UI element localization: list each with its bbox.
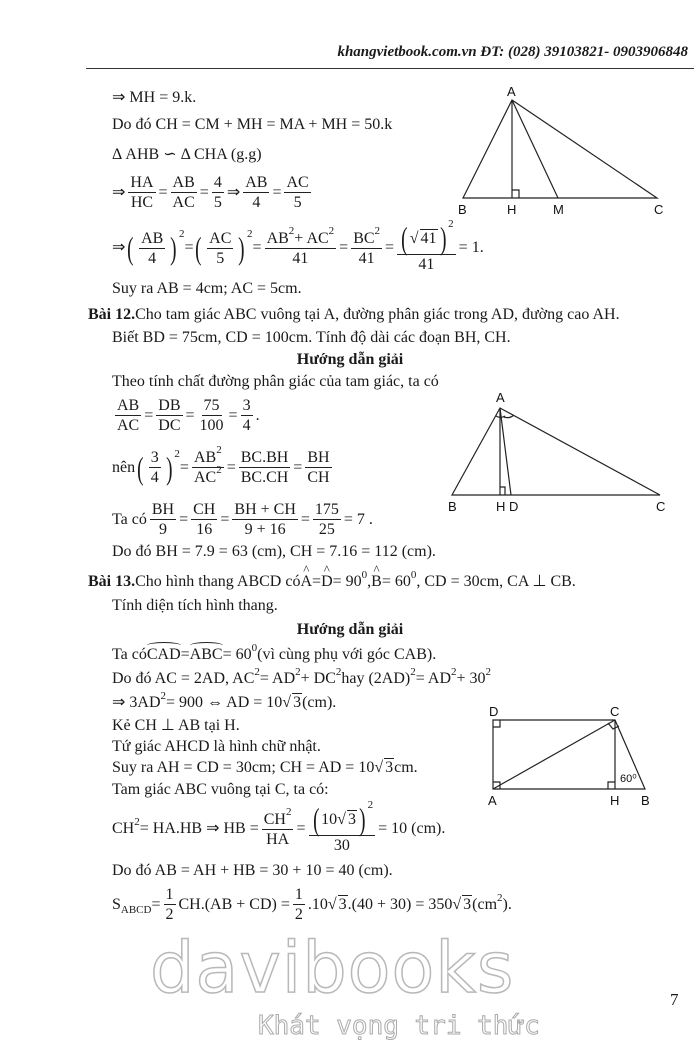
text-run: 41 — [292, 249, 309, 267]
text-run: = 60 — [222, 646, 252, 663]
radical-sign: √ — [327, 895, 337, 913]
text-run: AB — [193, 449, 217, 466]
text-run: 4 — [148, 249, 157, 267]
radicand: 3 — [385, 759, 394, 776]
text-run: + AC — [294, 229, 329, 247]
superscript: 2 — [410, 666, 416, 678]
text-run: = — [339, 239, 349, 256]
text-run: = — [144, 406, 154, 424]
text-run: Tứ giác AHCD là hình chữ nhật. — [112, 738, 321, 755]
text-run: = — [300, 510, 310, 528]
text-run: 3 — [242, 397, 251, 414]
paren-left: ( — [195, 230, 203, 266]
text-run: = HA.HB ⇒ HB = — [139, 820, 259, 837]
text-run: nên — [112, 458, 136, 476]
text-run: = — [185, 406, 195, 424]
paren-right: ) — [170, 230, 177, 266]
text-run: BC — [353, 229, 375, 247]
text-run: hay (2AD) — [341, 670, 411, 687]
text-run: 9 + 16 — [244, 521, 286, 538]
radicand: 41 — [420, 229, 437, 247]
text-run: AB — [141, 229, 164, 247]
paren-right: ) — [165, 449, 173, 486]
text-run: AC — [117, 417, 140, 434]
exponent: 2 — [178, 228, 185, 240]
text-run: HC — [130, 194, 154, 211]
fig2-label-c: C — [656, 499, 666, 514]
text-run: 4 — [242, 417, 251, 434]
text-run: Hướng dẫn giải — [296, 351, 404, 368]
angle-hat: ^ B — [371, 572, 382, 592]
text-run: 5 — [293, 194, 302, 211]
figure-triangle-abc-bisector — [452, 408, 660, 495]
superscript: 2 — [134, 816, 140, 828]
page-number: 7 — [670, 990, 679, 1009]
text-run: Do đó CH = CM + MH = MA + MH = 50.k — [112, 116, 393, 133]
text-run: Ta có — [112, 510, 147, 528]
text-run: Kẻ CH ⊥ AB tại H. — [112, 717, 240, 734]
fig2-label-a: A — [496, 390, 505, 405]
text-run: . — [255, 406, 260, 424]
radical-sign: √ — [452, 895, 462, 913]
text-run: AB — [266, 229, 289, 247]
text-run: , — [367, 573, 372, 590]
text-run: (vì cùng phụ với góc CAB). — [257, 646, 437, 663]
text-run: HA — [130, 174, 154, 191]
text-run: = — [199, 183, 209, 201]
text-run: ). — [502, 895, 512, 913]
text-run: = 10 (cm). — [378, 820, 446, 837]
text-run: = 60 — [381, 573, 411, 590]
paren-left: ( — [127, 230, 134, 266]
text-run: BC.BH — [240, 449, 289, 466]
text-run: = — [180, 646, 190, 663]
subscript: ABCD — [120, 903, 152, 916]
text-run: 100 — [199, 417, 224, 434]
text-run: = — [228, 406, 238, 424]
text-run: 25 — [318, 521, 335, 538]
radical-sign: √ — [374, 759, 384, 776]
text-run: 5 — [213, 194, 222, 211]
text-run: CH — [307, 469, 330, 486]
fig3-label-d: D — [489, 704, 499, 719]
text-run: = — [179, 458, 189, 476]
superscript: 2 — [216, 464, 222, 476]
watermark-brand: davibooks — [150, 927, 515, 1009]
text-run: Suy ra AB = 4cm; AC = 5cm. — [112, 280, 302, 297]
fig3-label-b: B — [641, 793, 650, 808]
radical-sign: √ — [337, 810, 346, 828]
superscript: 2 — [485, 666, 492, 678]
fig2-label-d: D — [509, 499, 519, 514]
text-run: Suy ra AH = CD = 30cm; CH = AD = 10 — [112, 759, 375, 776]
text-run: 1 — [165, 886, 174, 903]
exercise-label: Bài 12. — [88, 306, 136, 323]
paren-right: ) — [238, 230, 245, 266]
radicand: 3 — [338, 895, 347, 913]
text-run: BC.CH — [240, 469, 289, 486]
text-run: = — [226, 458, 236, 476]
fig1-label-h: H — [507, 202, 517, 217]
text-run: 75 — [203, 397, 220, 414]
text-run: = AD — [415, 670, 451, 687]
text-run: AB — [245, 174, 268, 191]
text-run: Δ AHB ∽ Δ CHA (g.g) — [112, 146, 262, 163]
text-run: = — [179, 510, 189, 528]
text-run: 4 — [150, 469, 159, 486]
text-run: ⇒ — [226, 183, 241, 201]
fig3-angle-label: 60⁰ — [620, 773, 637, 785]
text-run: .(40 + 30) = 350 — [347, 895, 453, 913]
text-run: AB — [172, 174, 195, 191]
text-run: CH.(AB + CD) = — [178, 895, 290, 913]
exponent: 2 — [247, 228, 253, 240]
superscript: 0 — [251, 642, 258, 654]
text-run: 2 — [294, 906, 303, 923]
text-run: 9 — [158, 521, 167, 538]
text-run: ⇒ — [112, 183, 126, 201]
text-run: Ta có — [112, 646, 147, 663]
text-run: AC — [193, 469, 217, 486]
text-run: 175 — [314, 501, 339, 518]
angle-arc: CAD — [146, 646, 181, 663]
fig3-label-h: H — [610, 793, 620, 808]
superscript: 2 — [451, 666, 457, 678]
text-run: CH — [263, 810, 286, 828]
text-run: 1 — [294, 886, 303, 903]
text-run: DC — [158, 417, 181, 434]
text-run: = — [312, 573, 322, 590]
angle-hat: ^ A — [300, 572, 312, 592]
radical-sign: √ — [282, 694, 292, 711]
fig1-label-a: A — [507, 84, 516, 99]
exponent: 2 — [174, 447, 180, 460]
superscript: 2 — [328, 224, 335, 237]
superscript: 2 — [216, 444, 222, 456]
text-run: Biết BD = 75cm, CD = 100cm. Tính độ dài các đoạn BH, CH. — [112, 329, 511, 346]
text-run: 16 — [196, 521, 213, 538]
figure-triangle-abc-median — [463, 100, 657, 198]
text-run: Hướng dẫn giải — [296, 621, 404, 638]
text-run: Cho tam giác ABC vuông tại A, đường phân giác trong AD, đường cao AH. — [135, 306, 620, 323]
text-run: S — [112, 895, 121, 913]
text-run: Tam giác ABC vuông tại C, ta có: — [112, 781, 329, 798]
fig3-label-c: C — [610, 704, 620, 719]
text-run: DB — [158, 397, 181, 414]
text-run: CH — [193, 501, 216, 518]
fig2-label-b: B — [448, 499, 457, 514]
page-header: khangvietbook.com.vn ĐT: (028) 39103821- 0903906848 — [337, 44, 688, 60]
superscript: 2 — [160, 690, 167, 702]
angle-hat: ^ D — [321, 572, 333, 592]
text-run: ⇒ MH = 9.k. — [112, 89, 197, 106]
text-run: 41 — [358, 249, 375, 267]
superscript: 2 — [374, 224, 381, 237]
text-run: 5 — [216, 249, 225, 267]
text-run: = — [151, 895, 161, 913]
fig1-label-c: C — [654, 202, 664, 217]
fig1-label-m: M — [553, 202, 564, 217]
text-run: ⇒ 3AD — [112, 694, 161, 711]
text-run: CH — [112, 820, 135, 837]
text-run: = — [158, 183, 168, 201]
text-run: Theo tính chất đường phân giác của tam giác, ta có — [112, 373, 439, 390]
radical-sign: √ — [409, 229, 419, 247]
text-run: 4 — [252, 194, 261, 211]
text-run: = — [272, 183, 282, 201]
text-run: Tính diện tích hình thang. — [112, 597, 278, 614]
paren-right: ) — [439, 220, 447, 256]
fig2-label-h: H — [496, 499, 506, 514]
text-run: AC — [209, 229, 232, 247]
text-run: BH + CH — [234, 501, 296, 518]
text-run: 30 — [333, 837, 350, 854]
text-run: = 7 . — [343, 510, 373, 528]
superscript: 2 — [288, 224, 295, 237]
text-run: , CD = 30cm, CA ⊥ CB. — [416, 573, 576, 590]
fig1-label-b: B — [458, 202, 467, 217]
paren-left: ( — [401, 220, 408, 256]
text-run: BH — [307, 449, 330, 466]
text-run: = AD — [259, 670, 296, 687]
text-run: = — [252, 239, 262, 256]
text-run: 3 — [150, 449, 159, 466]
paren-right: ) — [359, 801, 366, 837]
text-run: AB — [117, 397, 140, 414]
text-run: 4 — [213, 174, 222, 191]
text-run: Cho hình thang ABCD có — [135, 573, 301, 590]
superscript: 0 — [361, 569, 368, 581]
paren-left: ( — [312, 801, 320, 837]
exponent: 2 — [448, 217, 454, 230]
radicand: 3 — [463, 895, 472, 913]
text-run: 2 — [165, 906, 174, 923]
text-run: = — [220, 510, 230, 528]
text-run: + DC — [300, 670, 336, 687]
superscript: 2 — [295, 666, 301, 678]
superscript: 2 — [335, 666, 342, 678]
text-run: cm. — [394, 759, 418, 776]
text-run: = — [293, 458, 303, 476]
text-run: 41 — [418, 256, 435, 273]
superscript: 0 — [410, 569, 417, 581]
superscript: 2 — [254, 666, 260, 678]
text-run: .10 — [307, 895, 328, 913]
text-run: 10 — [321, 810, 338, 828]
superscript: 2 — [497, 891, 503, 904]
text-run: HA — [266, 830, 290, 848]
radicand: 3 — [347, 810, 356, 828]
text-run: AC — [172, 194, 195, 211]
text-run: = 900 ⇔ AD = 10 — [166, 694, 283, 711]
text-run: = — [385, 239, 395, 256]
text-run: Do đó BH = 7.9 = 63 (cm), CH = 7.16 = 112 (cm). — [112, 543, 436, 560]
superscript: 2 — [285, 805, 292, 818]
text-run: + 30 — [456, 670, 486, 687]
text-run: AC — [286, 174, 309, 191]
text-run: ⇒ — [112, 239, 126, 256]
paren-left: ( — [137, 449, 144, 486]
text-run: = 90 — [332, 573, 362, 590]
text-run: = — [296, 820, 306, 837]
text-run: = 1. — [458, 239, 484, 256]
text-run: (cm — [472, 895, 498, 913]
fig3-label-a: A — [488, 793, 497, 808]
radicand: 3 — [293, 694, 302, 711]
text-run: BH — [151, 501, 175, 518]
angle-arc: ABC — [189, 646, 223, 663]
text-run: Do đó AC = 2AD, AC — [112, 670, 255, 687]
text-run: Do đó AB = AH + HB = 30 + 10 = 40 (cm). — [112, 862, 393, 879]
text-run: (cm). — [302, 694, 337, 711]
exponent: 2 — [367, 798, 374, 811]
watermark-slogan: Khát vọng tri thức — [258, 1011, 540, 1041]
text-run: = — [184, 239, 194, 256]
exercise-label: Bài 13. — [88, 573, 136, 590]
